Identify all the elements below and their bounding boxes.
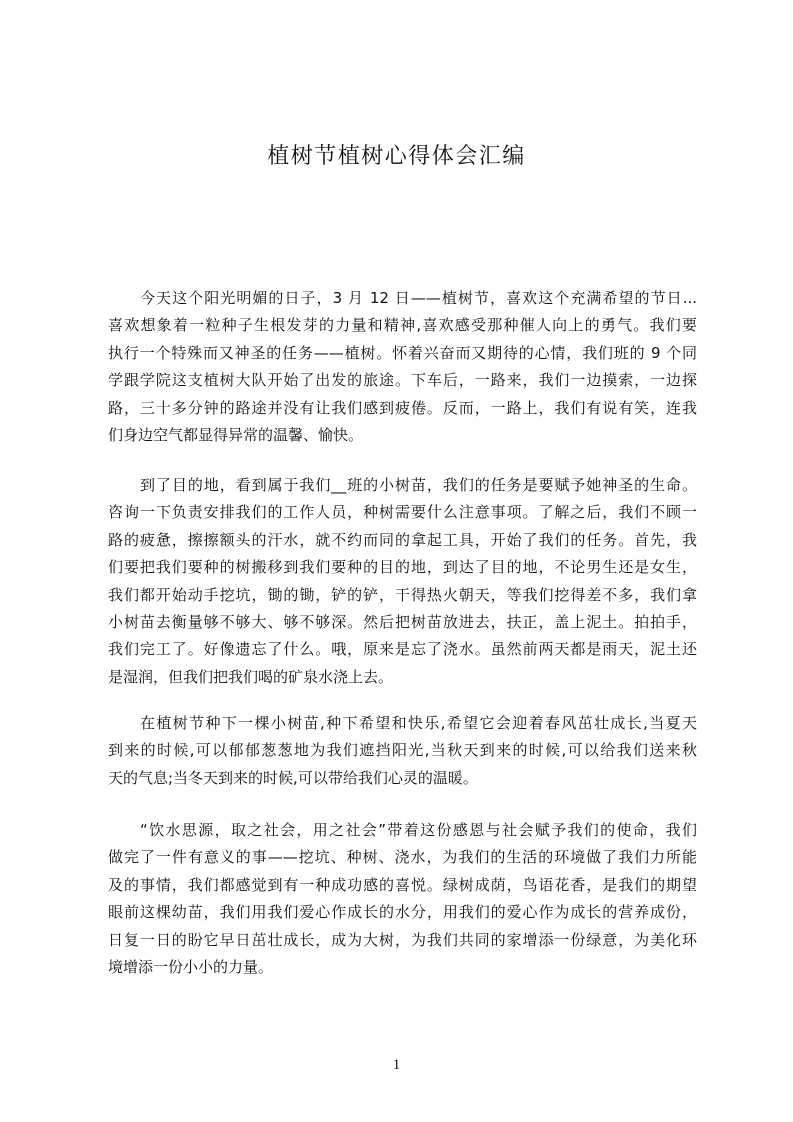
paragraph-2-line-7: 我们完工了。好像遗忘了什么。哦，原来是忘了浇水。虽然前两天都是雨天，泥土还 [108, 640, 697, 659]
paragraph-1-line-1: 今天这个阳光明媚的日子，3 月 12 日——植树节，喜欢这个充满希望的节日... [140, 289, 697, 307]
paragraph-2-line-8: 是湿润，但我们把我们喝的矿泉水浇上去。 [108, 667, 394, 686]
paragraph-1-line-4: 学跟学院这支植树大队开始了出发的旅途。下车后，一路来，我们一边摸索，一边探 [108, 371, 697, 390]
paragraph-2 [108, 472, 697, 691]
paragraph-2-line-3: 路的疲惫，擦擦额头的汗水，就不约而同的拿起工具，开始了我们的任务。首先，我 [108, 530, 697, 549]
paragraph-1-line-2: 喜欢想象着一粒种子生根发芽的力量和精神,喜欢感受那种催人向上的勇气。我们要 [108, 316, 697, 335]
paragraph-4 [108, 817, 697, 981]
paragraph-2-line-4: 们要把我们要种的树搬移到我们要种的目的地，到达了目的地，不论男生还是女生， [108, 558, 697, 577]
page-number: 1 [392, 1057, 401, 1073]
paragraph-2-line-6: 小树苗去衡量够不够大、够不够深。然后把树苗放进去，扶正，盖上泥土。拍拍手， [108, 612, 697, 631]
paragraph-2-line-5: 我们都开始动手挖坑，锄的锄，铲的铲，干得热火朝天，等我们挖得差不多，我们拿 [108, 585, 697, 604]
paragraph-3-line-1: 在植树节种下一棵小树苗,种下希望和快乐,希望它会迎着春风茁壮成长,当夏天 [140, 714, 697, 732]
paragraph-3-line-2: 到来的时候,可以郁郁葱葱地为我们遮挡阳光,当秋天到来的时候,可以给我们送来秋 [108, 741, 697, 760]
paragraph-3-line-3: 天的气息;当冬天到来的时候,可以带给我们心灵的温暖。 [108, 768, 478, 787]
paragraph-1-line-3: 执行一个特殊而又神圣的任务——植树。怀着兴奋而又期待的心情，我们班的 9 个同 [108, 343, 697, 362]
paragraph-1 [108, 285, 697, 449]
paragraph-1-line-5: 路，三十多分钟的路途并没有让我们感到疲倦。反而，一路上，我们有说有笑，连我 [108, 398, 697, 417]
paragraph-1-line-6: 们身边空气都显得异常的温馨、愉快。 [108, 425, 364, 444]
paragraph-2-line-2: 咨询一下负责安排我们的工作人员，种树需要什么注意事项。了解之后，我们不顾一 [108, 503, 697, 522]
paragraph-3 [108, 710, 697, 792]
paragraph-4-line-1: “饮水思源，取之社会，用之社会”带着这份感恩与社会赋予我们的使命，我们 [140, 821, 697, 839]
paragraph-4-line-6: 境增添一份小小的力量。 [108, 957, 274, 976]
document-title: 植树节植树心得体会汇编 [267, 144, 526, 169]
paragraph-2-line-1: 到了目的地，看到属于我们__班的小树苗，我们的任务是要赋予她神圣的生命。 [140, 476, 697, 494]
paragraph-4-line-5: 日复一日的盼它早日茁壮成长，成为大树，为我们共同的家增添一份绿意，为美化环 [108, 930, 697, 949]
paragraph-4-line-2: 做完了一件有意义的事——挖坑、种树、浇水，为我们的生活的环境做了我们力所能 [108, 848, 697, 867]
paragraph-4-line-4: 眼前这棵幼苗，我们用我们爱心作成长的水分，用我们的爱心作为成长的营养成份， [108, 903, 697, 922]
paragraph-4-line-3: 及的事情，我们都感觉到有一种成功感的喜悦。绿树成荫，鸟语花香，是我们的期望 [108, 875, 697, 894]
